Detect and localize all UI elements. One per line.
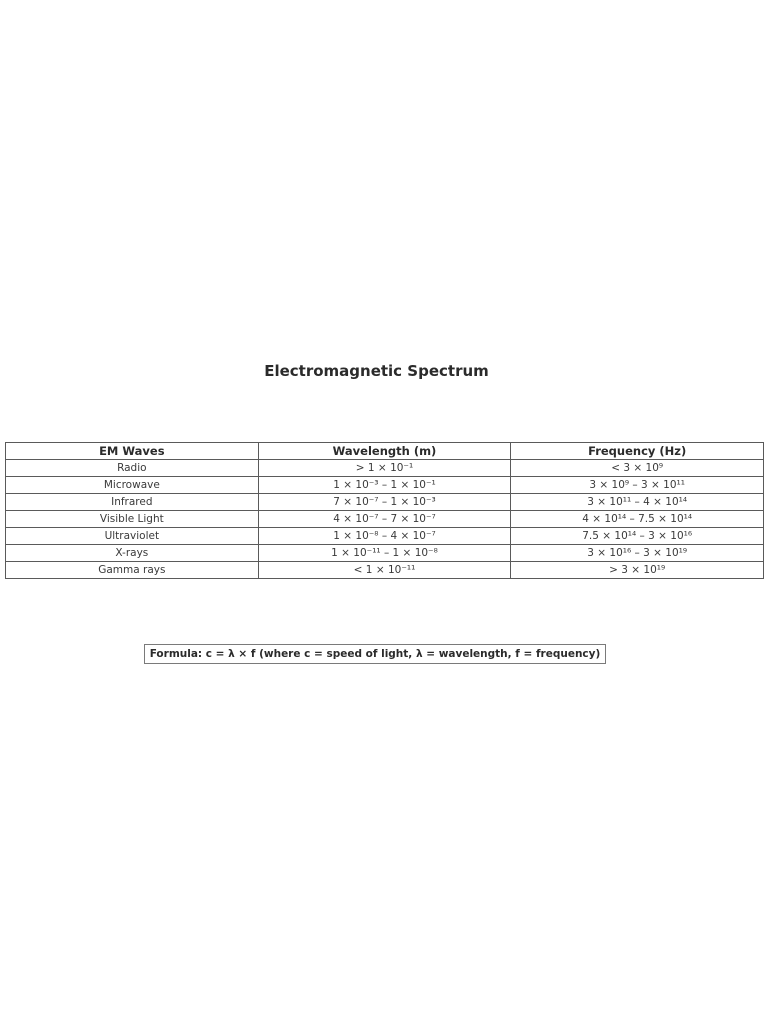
em-wave-name: Radio <box>6 460 259 477</box>
frequency-cell: 3 × 10¹⁶ – 3 × 10¹⁹ <box>511 545 764 562</box>
em-wave-name: Ultraviolet <box>6 528 259 545</box>
frequency-cell: 3 × 10¹¹ – 4 × 10¹⁴ <box>511 494 764 511</box>
frequency-cell: < 3 × 10⁹ <box>511 460 764 477</box>
frequency-cell: > 3 × 10¹⁹ <box>511 562 764 579</box>
table-row-visible-light <box>6 511 764 528</box>
wavelength-cell: 4 × 10⁻⁷ – 7 × 10⁻⁷ <box>258 511 511 528</box>
table-row-gamma-rays <box>6 562 764 579</box>
table-row-microwave <box>6 477 764 494</box>
table-row-radio <box>6 460 764 477</box>
table-row-ultraviolet <box>6 528 764 545</box>
frequency-cell: 3 × 10⁹ – 3 × 10¹¹ <box>511 477 764 494</box>
column-header-wavelength: Wavelength (m) <box>258 443 511 460</box>
frequency-cell: 7.5 × 10¹⁴ – 3 × 10¹⁶ <box>511 528 764 545</box>
page-title: Electromagnetic Spectrum <box>264 362 489 380</box>
em-wave-name: Infrared <box>6 494 259 511</box>
wavelength-cell: < 1 × 10⁻¹¹ <box>258 562 511 579</box>
em-wave-name: X-rays <box>6 545 259 562</box>
wavelength-cell: 1 × 10⁻⁸ – 4 × 10⁻⁷ <box>258 528 511 545</box>
table-row-x-rays <box>6 545 764 562</box>
formula-box: Formula: c = λ × f (where c = speed of light, λ = wavelength, f = frequency) <box>144 644 606 664</box>
table-row-infrared <box>6 494 764 511</box>
em-wave-name: Visible Light <box>6 511 259 528</box>
em-wave-name: Gamma rays <box>6 562 259 579</box>
wavelength-cell: 1 × 10⁻¹¹ – 1 × 10⁻⁸ <box>258 545 511 562</box>
column-header-frequency: Frequency (Hz) <box>511 443 764 460</box>
wavelength-cell: 7 × 10⁻⁷ – 1 × 10⁻³ <box>258 494 511 511</box>
table-header-row <box>6 443 764 460</box>
frequency-cell: 4 × 10¹⁴ – 7.5 × 10¹⁴ <box>511 511 764 528</box>
wavelength-cell: > 1 × 10⁻¹ <box>258 460 511 477</box>
em-spectrum-table <box>5 442 764 579</box>
column-header-em-waves: EM Waves <box>6 443 259 460</box>
wavelength-cell: 1 × 10⁻³ – 1 × 10⁻¹ <box>258 477 511 494</box>
em-wave-name: Microwave <box>6 477 259 494</box>
